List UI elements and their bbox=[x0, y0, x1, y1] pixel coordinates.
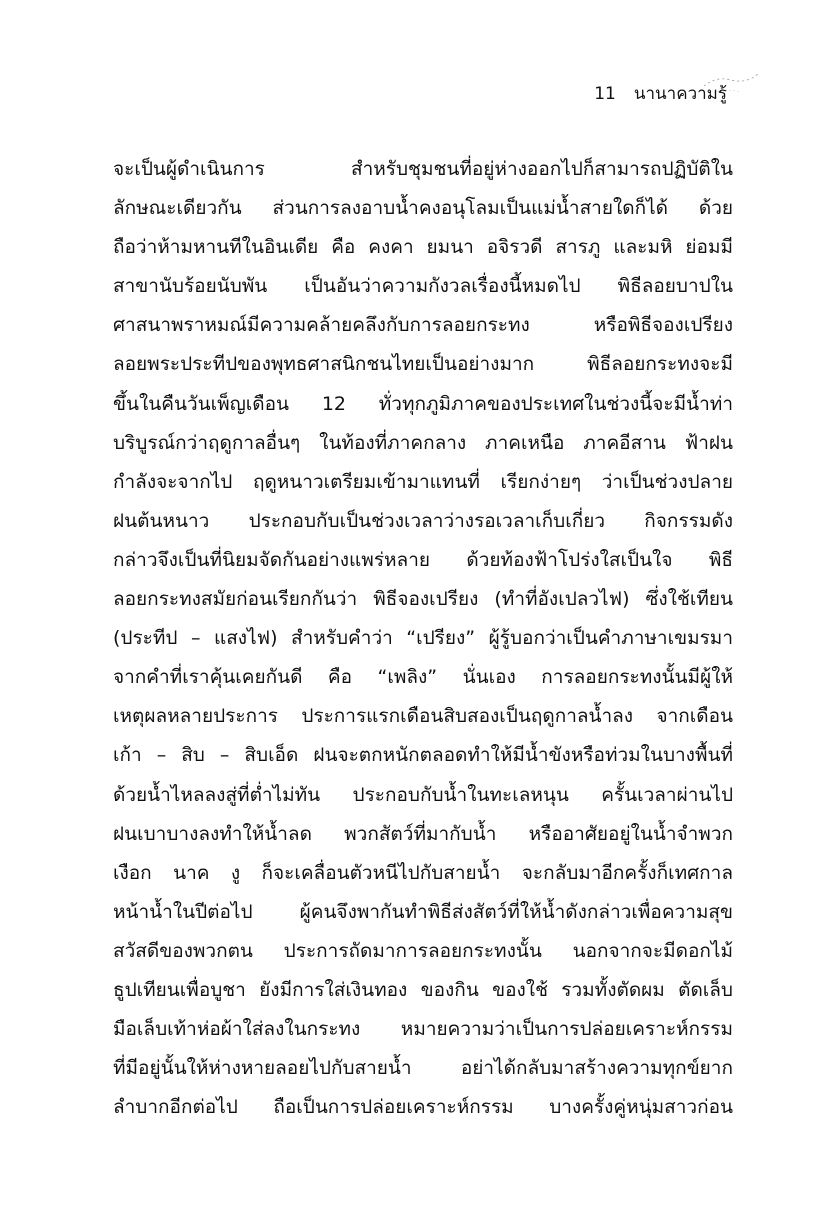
text-line: หน้าน้ำในปีต่อไป ผู้คนจึงพากันทำพิธีส่งสัตว์ที่ให้น้ำดังกล่าวเพื่อความสุข bbox=[113, 900, 733, 923]
text-line: ฝนต้นหนาว ประกอบกับเป็นช่วงเวลาว่างรอเวลาเก็บเกี่ยว กิจกรรมดัง bbox=[113, 509, 733, 532]
page-header bbox=[594, 80, 727, 107]
text-line: ลำบากอีกต่อไป ถือเป็นการปล่อยเคราะห์กรรม บางครั้งคู่หนุ่มสาวก่อน bbox=[113, 1096, 733, 1119]
text-line: เก้า – สิบ – สิบเอ็ด ฝนจะตกหนักตลอดทำให้มีน้ำขังหรือท่วมในบางพื้นที่ bbox=[113, 744, 733, 767]
text-line: ธูปเทียนเพื่อบูชา ยังมีการใส่เงินทอง ของกิน ของใช้ รวมทั้งตัดผม ตัดเล็บ bbox=[113, 978, 733, 1001]
text-line: กล่าวจึงเป็นที่นิยมจัดกันอย่างแพร่หลาย ด้วยท้องฟ้าโปร่งใสเป็นใจ พิธี bbox=[113, 548, 733, 571]
text-line: มือเล็บเท้าห่อผ้าใส่ลงในกระทง หมายความว่าเป็นการปล่อยเคราะห์กรรม bbox=[113, 1018, 733, 1041]
text-line: สาขานับร้อยนับพัน เป็นอันว่าความกังวลเรื่องนี้หมดไป พิธีลอยบาปใน bbox=[113, 275, 733, 298]
text-line: ลอยพระประทีปของพุทธศาสนิกชนไทยเป็นอย่างมาก พิธีลอยกระทงจะมี bbox=[113, 353, 733, 376]
text-line: สวัสดีของพวกตน ประการถัดมาการลอยกระทงนั้น นอกจากจะมีดอกไม้ bbox=[113, 939, 733, 962]
text-line: เงือก นาค งู ก็จะเคลื่อนตัวหนีไปกับสายน้ำ จะกลับมาอีกครั้งก็เทศกาล bbox=[113, 861, 733, 884]
text-line: ฝนเบาบางลงทำให้น้ำลด พวกสัตว์ที่มากับน้ำ หรืออาศัยอยู่ในน้ำจำพวก bbox=[113, 822, 733, 845]
text-line: ด้วยน้ำไหลลงสู่ที่ต่ำไม่ทัน ประกอบกับน้ำในทะเลหนุน ครั้นเวลาผ่านไป bbox=[113, 783, 733, 806]
text-line: จากคำที่เราคุ้นเคยกันดี คือ “เพลิง” นั่นเอง การลอยกระทงนั้นมีผู้ให้ bbox=[113, 666, 733, 689]
text-line: ถือว่าห้ามหานทีในอินเดีย คือ คงคา ยมนา อจิรวดี สารภู และมหิ ย่อมมี bbox=[113, 236, 733, 259]
page-number: 11 bbox=[594, 84, 616, 104]
text-line: บริบูรณ์กว่าฤดูกาลอื่นๆ ในท้องที่ภาคกลาง ภาคเหนือ ภาคอีสาน ฟ้าฝน bbox=[113, 431, 733, 454]
text-line: ลอยกระทงสมัยก่อนเรียกกันว่า พิธีจองเปรียง (ทำที่อังเปลวไฟ) ซึ่งใช้เทียน bbox=[113, 588, 733, 611]
text-line: เหตุผลหลายประการ ประการแรกเดือนสิบสองเป็นฤดูกาลน้ำลง จากเดือน bbox=[113, 705, 733, 728]
text-line: จะเป็นผู้ดำเนินการ สำหรับชุมชนที่อยู่ห่างออกไปก็สามารถปฏิบัติใน bbox=[113, 158, 733, 180]
text-line: ศาสนาพราหมณ์มีความคล้ายคลึงกับการลอยกระทง หรือพิธีจองเปรียง bbox=[113, 314, 733, 337]
text-line: กำลังจะจากไป ฤดูหนาวเตรียมเข้ามาแทนที่ เรียกง่ายๆ ว่าเป็นช่วงปลาย bbox=[113, 470, 733, 493]
text-line: ขึ้นในคืนวันเพ็ญเดือน 12 ทั่วทุกภูมิภาคของประเทศในช่วงนี้จะมีน้ำท่า bbox=[113, 392, 733, 415]
running-title: นานาความรู้ bbox=[633, 84, 727, 104]
text-line: ที่มีอยู่นั้นให้ห่างหายลอยไปกับสายน้ำ อย่าได้กลับมาสร้างความทุกข์ยาก bbox=[113, 1057, 733, 1080]
body-text bbox=[113, 150, 733, 1127]
text-line: (ประทีป – แสงไฟ) สำหรับคำว่า “เปรียง” ผู้รู้บอกว่าเป็นคำภาษาเขมรมา bbox=[113, 627, 733, 650]
text-line: ลักษณะเดียวกัน ส่วนการลงอาบน้ำคงอนุโลมเป็นแม่น้ำสายใดก็ได้ ด้วย bbox=[113, 197, 733, 220]
